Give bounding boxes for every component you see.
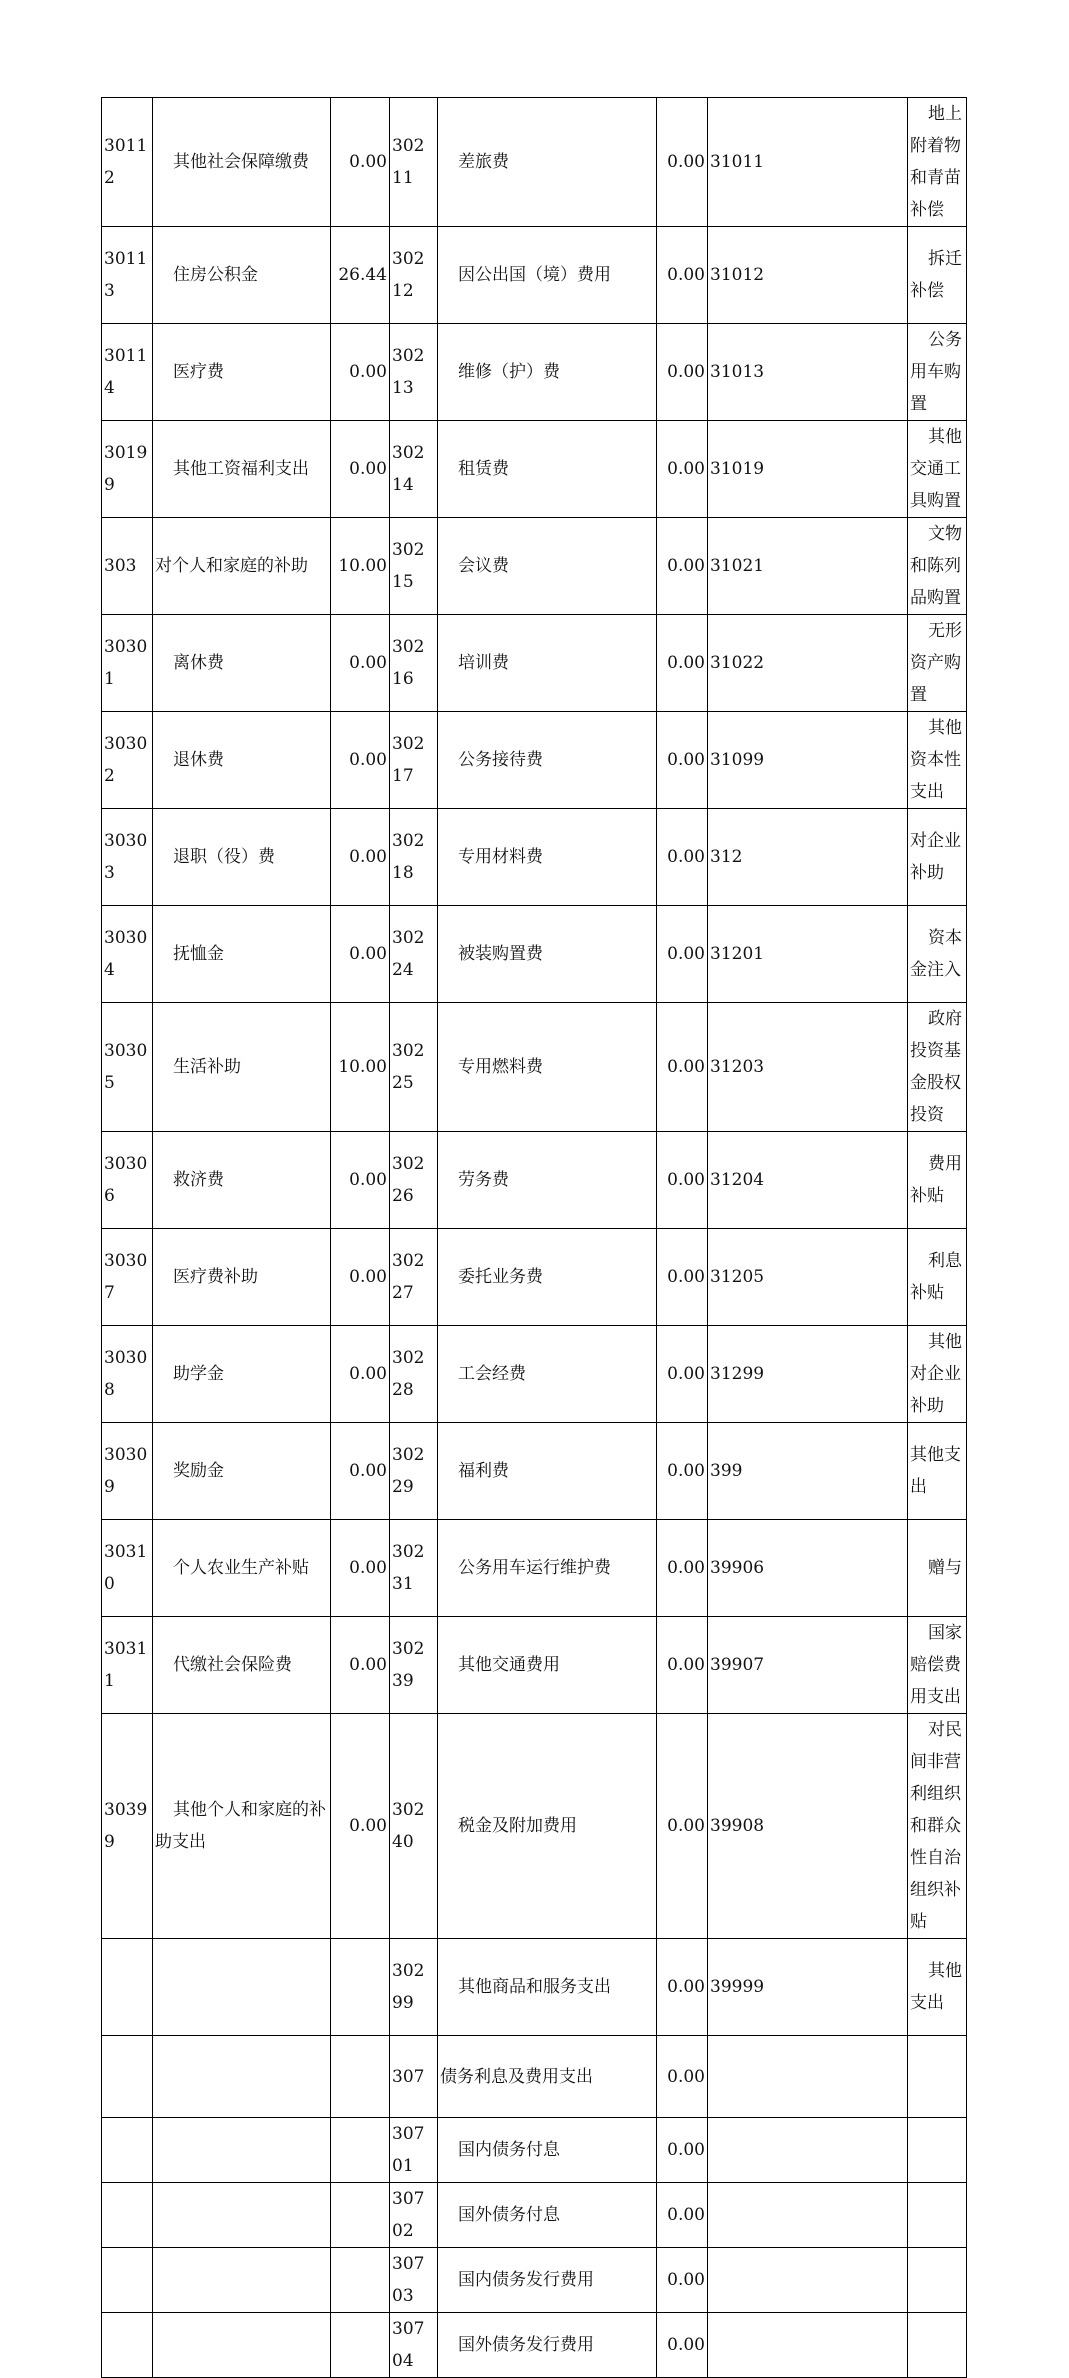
account-code: 31201	[708, 906, 908, 1003]
amount: 0.00	[657, 906, 708, 1003]
account-name: 住房公积金	[153, 227, 331, 324]
account-code	[102, 2036, 153, 2118]
table-row	[102, 712, 967, 809]
account-code: 30229	[390, 1423, 438, 1520]
account-name: 其他个人和家庭的补助支出	[153, 1714, 331, 1939]
account-code: 31021	[708, 518, 908, 615]
account-code: 31013	[708, 324, 908, 421]
amount: 0.00	[657, 1520, 708, 1617]
amount: 10.00	[331, 1003, 390, 1132]
account-code: 30306	[102, 1132, 153, 1229]
account-code	[102, 2183, 153, 2248]
account-code: 30227	[390, 1229, 438, 1326]
amount: 0.00	[331, 1229, 390, 1326]
account-name: 被装购置费	[438, 906, 657, 1003]
account-code: 30218	[390, 809, 438, 906]
amount: 0.00	[331, 1617, 390, 1714]
amount: 0.00	[331, 809, 390, 906]
table-row	[102, 906, 967, 1003]
account-name: 医疗费补助	[153, 1229, 331, 1326]
account-name: 对企业补助	[908, 809, 967, 906]
amount: 0.00	[657, 1132, 708, 1229]
account-code	[102, 2313, 153, 2378]
account-name: 资本金注入	[908, 906, 967, 1003]
account-code: 39999	[708, 1939, 908, 2036]
account-code: 31205	[708, 1229, 908, 1326]
amount: 0.00	[657, 2313, 708, 2378]
amount: 0.00	[331, 1520, 390, 1617]
account-name: 其他工资福利支出	[153, 421, 331, 518]
account-name: 赠与	[908, 1520, 967, 1617]
account-code	[708, 2248, 908, 2313]
account-code: 30308	[102, 1326, 153, 1423]
amount: 0.00	[331, 712, 390, 809]
amount: 0.00	[657, 1003, 708, 1132]
table-row	[102, 1520, 967, 1617]
account-code: 30240	[390, 1714, 438, 1939]
amount: 10.00	[331, 518, 390, 615]
account-code: 30215	[390, 518, 438, 615]
account-name: 其他交通工具购置	[908, 421, 967, 518]
amount: 0.00	[331, 1714, 390, 1939]
table-row	[102, 1617, 967, 1714]
table-row	[102, 324, 967, 421]
account-code: 30301	[102, 615, 153, 712]
account-name: 因公出国（境）费用	[438, 227, 657, 324]
account-code: 30703	[390, 2248, 438, 2313]
account-code: 303	[102, 518, 153, 615]
account-name: 公务用车购置	[908, 324, 967, 421]
account-code: 31012	[708, 227, 908, 324]
account-code: 307	[390, 2036, 438, 2118]
account-code: 31099	[708, 712, 908, 809]
account-code: 30225	[390, 1003, 438, 1132]
account-code: 30239	[390, 1617, 438, 1714]
account-name: 退职（役）费	[153, 809, 331, 906]
amount: 0.00	[331, 1423, 390, 1520]
account-name	[153, 2118, 331, 2183]
amount: 0.00	[331, 324, 390, 421]
account-code: 30311	[102, 1617, 153, 1714]
expenditure-table	[101, 97, 967, 2378]
account-name: 专用材料费	[438, 809, 657, 906]
account-code: 31011	[708, 98, 908, 227]
account-name: 维修（护）费	[438, 324, 657, 421]
table-row	[102, 421, 967, 518]
account-name: 委托业务费	[438, 1229, 657, 1326]
amount: 0.00	[331, 1326, 390, 1423]
amount: 0.00	[657, 1617, 708, 1714]
account-name	[153, 2248, 331, 2313]
account-name: 对民间非营利组织和群众性自治组织补贴	[908, 1714, 967, 1939]
table-row	[102, 227, 967, 324]
account-name: 助学金	[153, 1326, 331, 1423]
amount	[331, 2248, 390, 2313]
amount: 0.00	[657, 2118, 708, 2183]
account-name: 会议费	[438, 518, 657, 615]
account-code: 399	[708, 1423, 908, 1520]
account-code: 30701	[390, 2118, 438, 2183]
table-row	[102, 1003, 967, 1132]
account-name	[908, 2183, 967, 2248]
table-row	[102, 2313, 967, 2378]
account-code	[102, 2118, 153, 2183]
account-code: 30114	[102, 324, 153, 421]
account-code: 30304	[102, 906, 153, 1003]
account-name: 差旅费	[438, 98, 657, 227]
table-row	[102, 1714, 967, 1939]
account-code: 30310	[102, 1520, 153, 1617]
account-code: 30224	[390, 906, 438, 1003]
account-name	[153, 2183, 331, 2248]
account-code	[102, 2248, 153, 2313]
account-code: 31019	[708, 421, 908, 518]
account-code: 30113	[102, 227, 153, 324]
table-row	[102, 1423, 967, 1520]
account-name: 对个人和家庭的补助	[153, 518, 331, 615]
account-code: 39906	[708, 1520, 908, 1617]
amount: 0.00	[657, 518, 708, 615]
account-name: 无形资产购置	[908, 615, 967, 712]
account-name: 拆迁补偿	[908, 227, 967, 324]
account-code: 39907	[708, 1617, 908, 1714]
account-name	[153, 1939, 331, 2036]
account-name	[908, 2036, 967, 2118]
amount: 0.00	[657, 1229, 708, 1326]
account-code: 30702	[390, 2183, 438, 2248]
table-row	[102, 2036, 967, 2118]
account-name	[153, 2313, 331, 2378]
account-code	[102, 1939, 153, 2036]
table-row	[102, 1229, 967, 1326]
account-code: 30211	[390, 98, 438, 227]
account-name: 费用补贴	[908, 1132, 967, 1229]
account-name: 国家赔偿费用支出	[908, 1617, 967, 1714]
account-name: 债务利息及费用支出	[438, 2036, 657, 2118]
table-row	[102, 615, 967, 712]
amount	[331, 2118, 390, 2183]
amount: 0.00	[331, 98, 390, 227]
table-row	[102, 809, 967, 906]
amount: 0.00	[657, 615, 708, 712]
table-row	[102, 1132, 967, 1229]
account-code: 30399	[102, 1714, 153, 1939]
account-code: 39908	[708, 1714, 908, 1939]
account-code: 30199	[102, 421, 153, 518]
account-name: 文物和陈列品购置	[908, 518, 967, 615]
amount	[331, 2036, 390, 2118]
amount: 26.44	[331, 227, 390, 324]
amount: 0.00	[657, 98, 708, 227]
amount: 0.00	[657, 324, 708, 421]
amount: 0.00	[657, 421, 708, 518]
account-name: 福利费	[438, 1423, 657, 1520]
account-name: 培训费	[438, 615, 657, 712]
account-name: 工会经费	[438, 1326, 657, 1423]
amount: 0.00	[331, 906, 390, 1003]
table-row	[102, 2248, 967, 2313]
account-code: 30231	[390, 1520, 438, 1617]
account-code: 30212	[390, 227, 438, 324]
amount	[331, 1939, 390, 2036]
table-row	[102, 518, 967, 615]
account-name: 个人农业生产补贴	[153, 1520, 331, 1617]
account-name: 国内债务付息	[438, 2118, 657, 2183]
table-body	[102, 98, 967, 2378]
account-name: 其他交通费用	[438, 1617, 657, 1714]
table-row	[102, 1939, 967, 2036]
amount: 0.00	[331, 1132, 390, 1229]
account-code	[708, 2183, 908, 2248]
table-row	[102, 1326, 967, 1423]
amount: 0.00	[657, 2036, 708, 2118]
account-name: 退休费	[153, 712, 331, 809]
account-name: 政府投资基金股权投资	[908, 1003, 967, 1132]
amount: 0.00	[657, 809, 708, 906]
account-name: 抚恤金	[153, 906, 331, 1003]
amount: 0.00	[657, 2248, 708, 2313]
account-name: 医疗费	[153, 324, 331, 421]
account-code: 312	[708, 809, 908, 906]
account-name: 国内债务发行费用	[438, 2248, 657, 2313]
amount: 0.00	[657, 1423, 708, 1520]
account-name: 劳务费	[438, 1132, 657, 1229]
account-code: 30216	[390, 615, 438, 712]
account-code: 30213	[390, 324, 438, 421]
account-name: 国外债务发行费用	[438, 2313, 657, 2378]
amount: 0.00	[657, 1714, 708, 1939]
account-name: 生活补助	[153, 1003, 331, 1132]
account-name: 奖励金	[153, 1423, 331, 1520]
account-code	[708, 2313, 908, 2378]
account-code	[708, 2036, 908, 2118]
account-name: 税金及附加费用	[438, 1714, 657, 1939]
account-name: 公务用车运行维护费	[438, 1520, 657, 1617]
account-name: 公务接待费	[438, 712, 657, 809]
account-code: 30309	[102, 1423, 153, 1520]
amount	[331, 2183, 390, 2248]
account-name: 其他支出	[908, 1423, 967, 1520]
account-code: 30303	[102, 809, 153, 906]
account-name	[908, 2248, 967, 2313]
amount: 0.00	[657, 227, 708, 324]
account-code: 30704	[390, 2313, 438, 2378]
table-row	[102, 2183, 967, 2248]
account-name: 国外债务付息	[438, 2183, 657, 2248]
account-code: 30214	[390, 421, 438, 518]
account-name	[908, 2118, 967, 2183]
account-code: 31203	[708, 1003, 908, 1132]
account-code: 30228	[390, 1326, 438, 1423]
table-row	[102, 2118, 967, 2183]
amount: 0.00	[657, 712, 708, 809]
account-code: 30305	[102, 1003, 153, 1132]
account-code: 30217	[390, 712, 438, 809]
account-code: 31299	[708, 1326, 908, 1423]
account-name: 租赁费	[438, 421, 657, 518]
account-code: 30112	[102, 98, 153, 227]
account-name: 代缴社会保险费	[153, 1617, 331, 1714]
account-code: 30299	[390, 1939, 438, 2036]
amount: 0.00	[331, 615, 390, 712]
account-code	[708, 2118, 908, 2183]
account-code: 30307	[102, 1229, 153, 1326]
account-name: 利息补贴	[908, 1229, 967, 1326]
amount: 0.00	[657, 1939, 708, 2036]
account-code: 30302	[102, 712, 153, 809]
amount: 0.00	[657, 2183, 708, 2248]
account-code: 30226	[390, 1132, 438, 1229]
account-name: 其他支出	[908, 1939, 967, 2036]
account-name: 专用燃料费	[438, 1003, 657, 1132]
account-name: 其他商品和服务支出	[438, 1939, 657, 2036]
account-name: 其他社会保障缴费	[153, 98, 331, 227]
amount	[331, 2313, 390, 2378]
account-code: 31204	[708, 1132, 908, 1229]
table-row	[102, 98, 967, 227]
account-name: 地上附着物和青苗补偿	[908, 98, 967, 227]
amount: 0.00	[657, 1326, 708, 1423]
account-name: 其他资本性支出	[908, 712, 967, 809]
account-name: 其他对企业补助	[908, 1326, 967, 1423]
amount: 0.00	[331, 421, 390, 518]
account-code: 31022	[708, 615, 908, 712]
account-name: 救济费	[153, 1132, 331, 1229]
account-name	[153, 2036, 331, 2118]
account-name	[908, 2313, 967, 2378]
account-name: 离休费	[153, 615, 331, 712]
